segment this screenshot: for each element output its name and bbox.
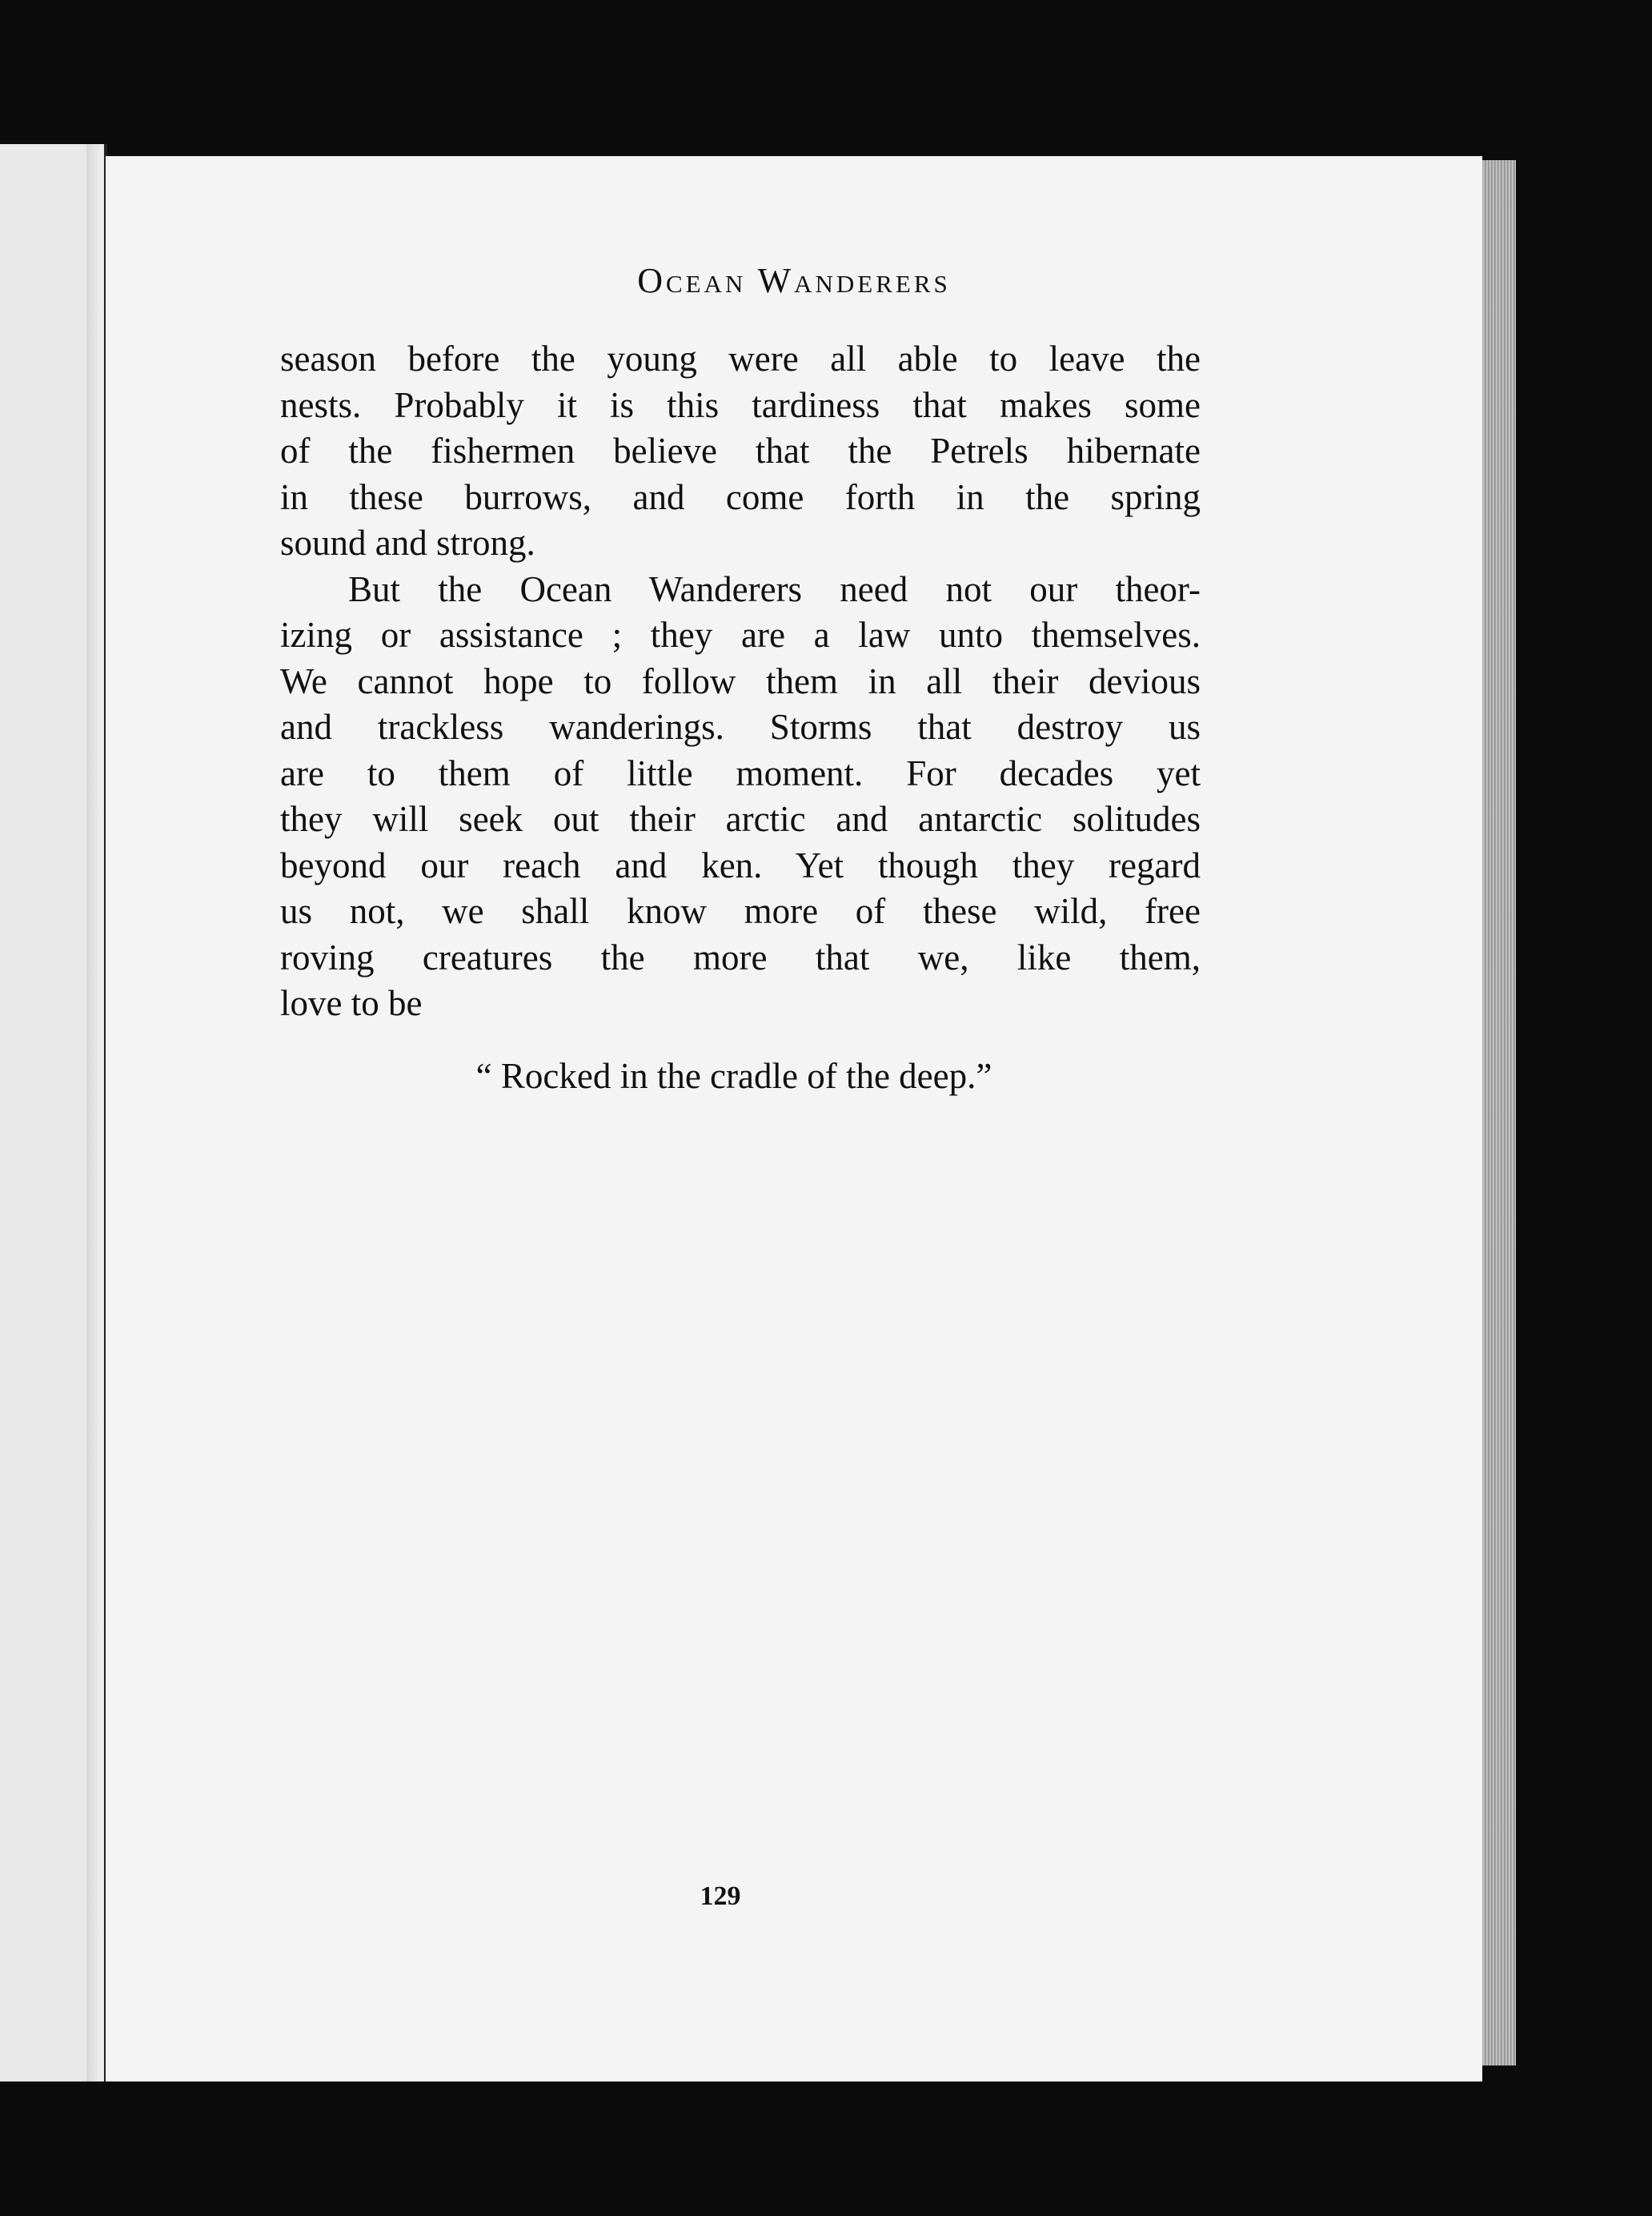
text-line: of the fishermen believe that the Petrels hibernate <box>280 431 1201 471</box>
text-line: nests. Probably it is this tardiness that makes some <box>280 384 1201 425</box>
text-line: in these burrows, and come forth in the spring <box>280 476 1201 517</box>
text-line: But the Ocean Wanderers need not our theor- <box>348 568 1201 609</box>
page-edge <box>1482 160 1516 2065</box>
page-number: 129 <box>700 1881 741 1911</box>
gutter-shadow <box>86 144 102 2082</box>
body-text <box>280 336 1201 1027</box>
text-line: love to be <box>280 983 423 1023</box>
text-line: sound and strong. <box>280 523 535 563</box>
running-head: Ocean Wanderers <box>637 261 951 300</box>
text-line: they will seek out their arctic and antarctic solitudes <box>280 799 1201 839</box>
text-line: We cannot hope to follow them in all their devious <box>280 660 1201 701</box>
text-line: izing or assistance ; they are a law unto themselves. <box>280 615 1201 655</box>
paragraph-1 <box>280 336 1201 567</box>
text-line: are to them of little moment. For decades yet <box>280 753 1201 793</box>
text-line: roving creatures the more that we, like them, <box>280 937 1201 978</box>
text-line: and trackless wanderings. Storms that destroy us <box>280 707 1201 747</box>
text-line: us not, we shall know more of these wild, free <box>280 891 1201 931</box>
text-line: beyond our reach and ken. Yet though they regard <box>280 845 1201 885</box>
paragraph-2 <box>280 567 1201 1027</box>
text-line: season before the young were all able to leave the <box>280 339 1201 379</box>
closing-quote: “ Rocked in the cradle of the deep.” <box>475 1056 992 1096</box>
